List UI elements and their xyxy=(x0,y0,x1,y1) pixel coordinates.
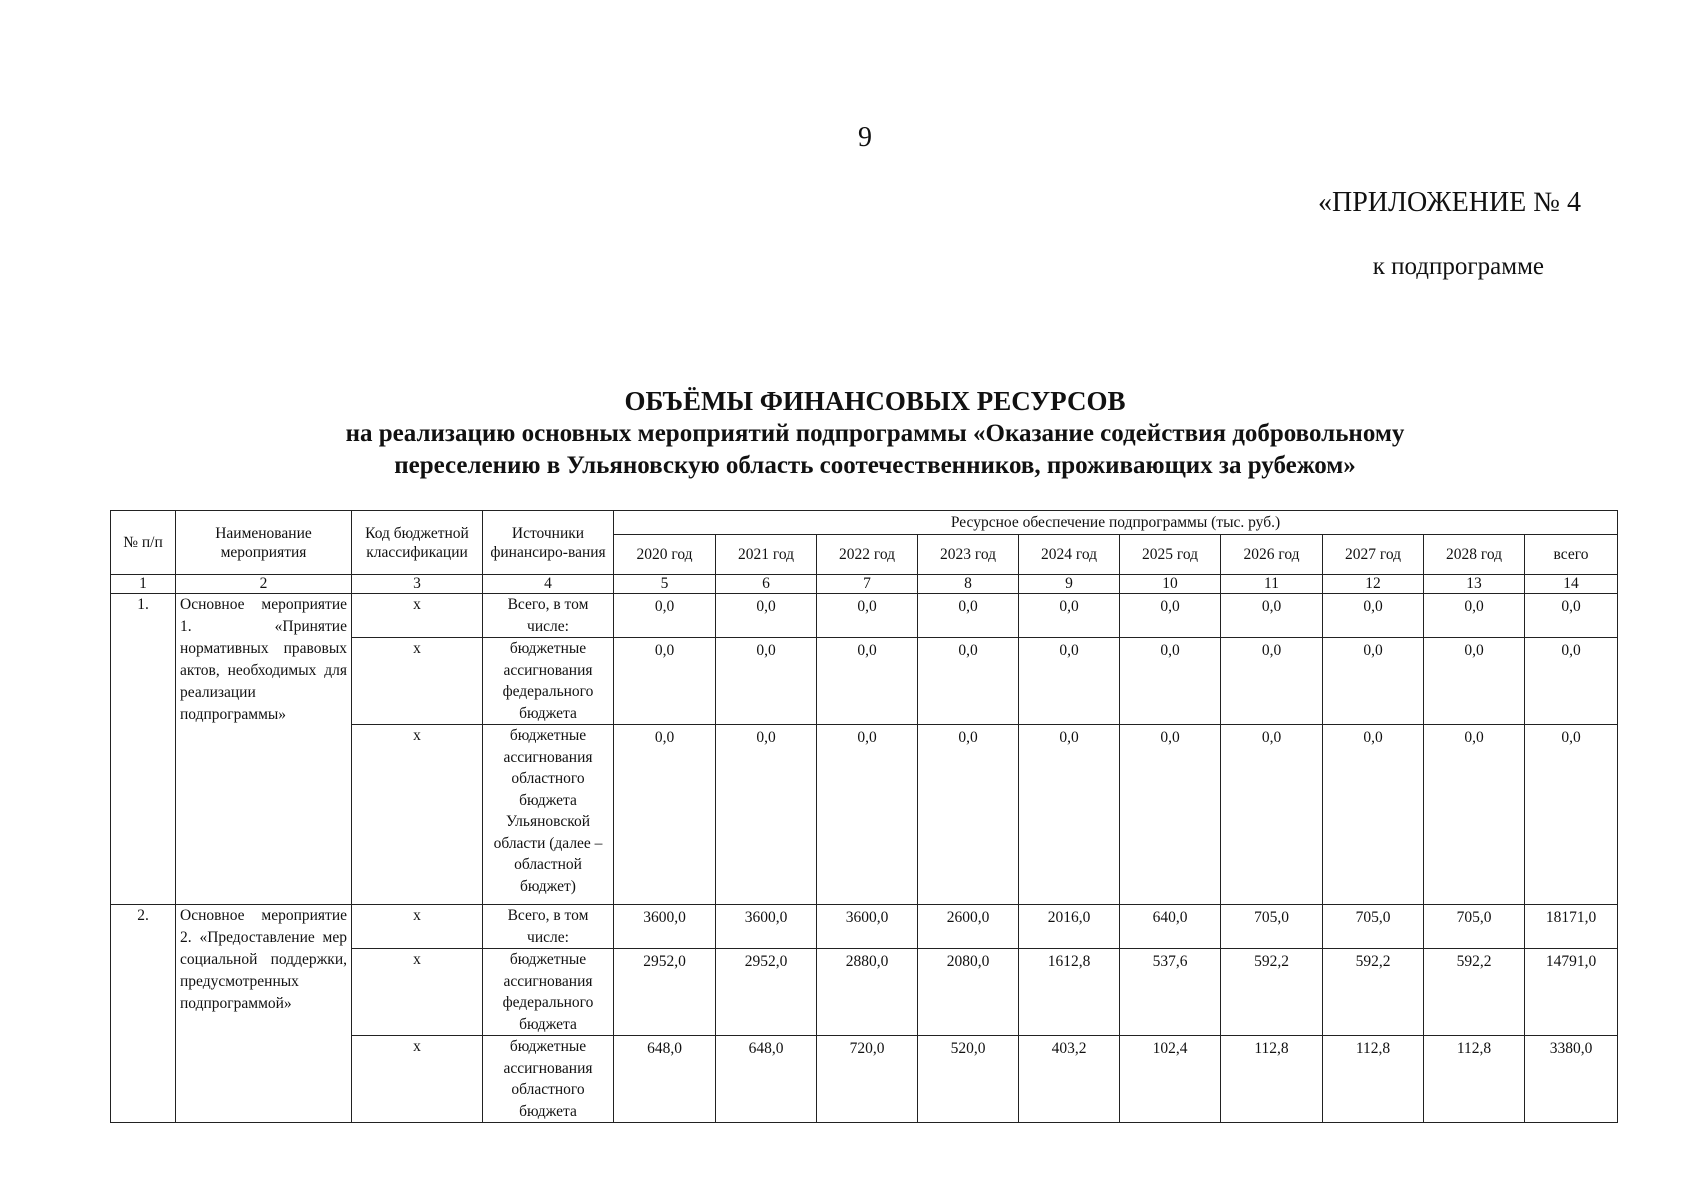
financial-resources-table xyxy=(110,510,1618,1123)
header-year: 2026 год xyxy=(1221,535,1323,575)
column-index-cell: 2 xyxy=(176,575,352,594)
value-cell: 0,0 xyxy=(614,725,716,905)
value-cell: 0,0 xyxy=(1525,725,1618,905)
budget-code: х xyxy=(352,725,483,905)
column-index-cell: 7 xyxy=(817,575,918,594)
table-row xyxy=(111,594,1618,638)
value-cell: 592,2 xyxy=(1323,949,1424,1036)
value-cell: 102,4 xyxy=(1120,1036,1221,1123)
value-cell: 592,2 xyxy=(1424,949,1525,1036)
value-cell: 0,0 xyxy=(1019,594,1120,638)
value-cell: 3380,0 xyxy=(1525,1036,1618,1123)
value-cell: 520,0 xyxy=(918,1036,1019,1123)
value-cell: 0,0 xyxy=(716,594,817,638)
value-cell: 0,0 xyxy=(817,594,918,638)
budget-code: х xyxy=(352,949,483,1036)
value-cell: 0,0 xyxy=(918,638,1019,725)
funding-source: бюджетные ассигнования федерального бюджета xyxy=(483,638,614,725)
header-year: 2028 год xyxy=(1424,535,1525,575)
appendix-title: «ПРИЛОЖЕНИЕ № 4 xyxy=(1318,187,1581,218)
value-cell: 0,0 xyxy=(614,638,716,725)
value-cell: 0,0 xyxy=(1221,725,1323,905)
value-cell: 0,0 xyxy=(716,725,817,905)
header-num: № п/п xyxy=(111,511,176,575)
value-cell: 3600,0 xyxy=(614,905,716,949)
value-cell: 0,0 xyxy=(1120,594,1221,638)
value-cell: 640,0 xyxy=(1120,905,1221,949)
header-year: 2025 год xyxy=(1120,535,1221,575)
header-name: Наименование мероприятия xyxy=(176,511,352,575)
header-year: 2020 год xyxy=(614,535,716,575)
header-year: 2022 год xyxy=(817,535,918,575)
value-cell: 2016,0 xyxy=(1019,905,1120,949)
funding-source: бюджетные ассигнования федерального бюджета xyxy=(483,949,614,1036)
value-cell: 0,0 xyxy=(1525,594,1618,638)
value-cell: 14791,0 xyxy=(1525,949,1618,1036)
header-code: Код бюджетной классификации xyxy=(352,511,483,575)
value-cell: 705,0 xyxy=(1424,905,1525,949)
value-cell: 648,0 xyxy=(716,1036,817,1123)
value-cell: 0,0 xyxy=(1120,725,1221,905)
budget-code: х xyxy=(352,905,483,949)
header-year: 2027 год xyxy=(1323,535,1424,575)
document-subtitle-line1: на реализацию основных мероприятий подпрограммы «Оказание содействия добровольному xyxy=(345,420,1405,447)
value-cell: 705,0 xyxy=(1323,905,1424,949)
value-cell: 0,0 xyxy=(716,638,817,725)
value-cell: 0,0 xyxy=(1019,638,1120,725)
value-cell: 537,6 xyxy=(1120,949,1221,1036)
value-cell: 720,0 xyxy=(817,1036,918,1123)
document-subtitle-line2: переселению в Ульяновскую область соотечественников, проживающих за рубежом» xyxy=(394,452,1356,479)
column-index-cell: 5 xyxy=(614,575,716,594)
value-cell: 2880,0 xyxy=(817,949,918,1036)
funding-source: Всего, в том числе: xyxy=(483,594,614,638)
budget-code: х xyxy=(352,1036,483,1123)
value-cell: 3600,0 xyxy=(817,905,918,949)
value-cell: 0,0 xyxy=(817,638,918,725)
budget-code: х xyxy=(352,594,483,638)
document-subtitle xyxy=(180,418,1570,482)
table-row xyxy=(111,905,1618,949)
value-cell: 0,0 xyxy=(1120,638,1221,725)
value-cell: 0,0 xyxy=(1424,725,1525,905)
document-title: ОБЪЁМЫ ФИНАНСОВЫХ РЕСУРСОВ xyxy=(624,386,1126,416)
value-cell: 592,2 xyxy=(1221,949,1323,1036)
column-index-cell: 9 xyxy=(1019,575,1120,594)
value-cell: 0,0 xyxy=(817,725,918,905)
value-cell: 403,2 xyxy=(1019,1036,1120,1123)
value-cell: 2080,0 xyxy=(918,949,1019,1036)
page-number: 9 xyxy=(858,122,872,153)
header-year: 2021 год xyxy=(716,535,817,575)
value-cell: 18171,0 xyxy=(1525,905,1618,949)
value-cell: 0,0 xyxy=(1424,638,1525,725)
value-cell: 1612,8 xyxy=(1019,949,1120,1036)
value-cell: 2952,0 xyxy=(716,949,817,1036)
column-index-cell: 12 xyxy=(1323,575,1424,594)
appendix-subtitle: к подпрограмме xyxy=(1372,253,1544,280)
column-index-cell: 10 xyxy=(1120,575,1221,594)
header-year: 2024 год xyxy=(1019,535,1120,575)
value-cell: 3600,0 xyxy=(716,905,817,949)
column-index-cell: 8 xyxy=(918,575,1019,594)
value-cell: 705,0 xyxy=(1221,905,1323,949)
column-index-cell: 13 xyxy=(1424,575,1525,594)
value-cell: 0,0 xyxy=(918,725,1019,905)
value-cell: 112,8 xyxy=(1424,1036,1525,1123)
funding-source: бюджетные ассигнования областного бюджета Ульяновской области (далее – областной бюджет) xyxy=(483,725,614,905)
funding-source: Всего, в том числе: xyxy=(483,905,614,949)
activity-number: 2. xyxy=(111,905,176,1123)
column-index-cell: 1 xyxy=(111,575,176,594)
value-cell: 0,0 xyxy=(1221,638,1323,725)
activity-name: Основное мероприятие 1. «Принятие нормативных правовых актов, необходимых для реализации подпрограммы» xyxy=(176,594,352,905)
budget-code: х xyxy=(352,638,483,725)
value-cell: 0,0 xyxy=(1323,725,1424,905)
header-resource: Ресурсное обеспечение подпрограммы (тыс. руб.) xyxy=(614,511,1618,535)
value-cell: 112,8 xyxy=(1221,1036,1323,1123)
value-cell: 2600,0 xyxy=(918,905,1019,949)
header-source: Источники финансиро-вания xyxy=(483,511,614,575)
value-cell: 0,0 xyxy=(614,594,716,638)
header-year: всего xyxy=(1525,535,1618,575)
activity-number: 1. xyxy=(111,594,176,905)
value-cell: 0,0 xyxy=(1525,638,1618,725)
column-index-cell: 11 xyxy=(1221,575,1323,594)
value-cell: 0,0 xyxy=(1424,594,1525,638)
column-index-cell: 14 xyxy=(1525,575,1618,594)
column-index-cell: 4 xyxy=(483,575,614,594)
activity-name: Основное мероприятие 2. «Предоставление мер социальной поддержки, предусмотренных подпрограммой» xyxy=(176,905,352,1123)
value-cell: 2952,0 xyxy=(614,949,716,1036)
column-index-cell: 6 xyxy=(716,575,817,594)
value-cell: 112,8 xyxy=(1323,1036,1424,1123)
value-cell: 0,0 xyxy=(1323,638,1424,725)
value-cell: 0,0 xyxy=(1221,594,1323,638)
value-cell: 0,0 xyxy=(1323,594,1424,638)
value-cell: 0,0 xyxy=(1019,725,1120,905)
value-cell: 648,0 xyxy=(614,1036,716,1123)
header-year: 2023 год xyxy=(918,535,1019,575)
column-index-row xyxy=(111,575,1618,594)
column-index-cell: 3 xyxy=(352,575,483,594)
funding-source: бюджетные ассигнования областного бюджета xyxy=(483,1036,614,1123)
value-cell: 0,0 xyxy=(918,594,1019,638)
